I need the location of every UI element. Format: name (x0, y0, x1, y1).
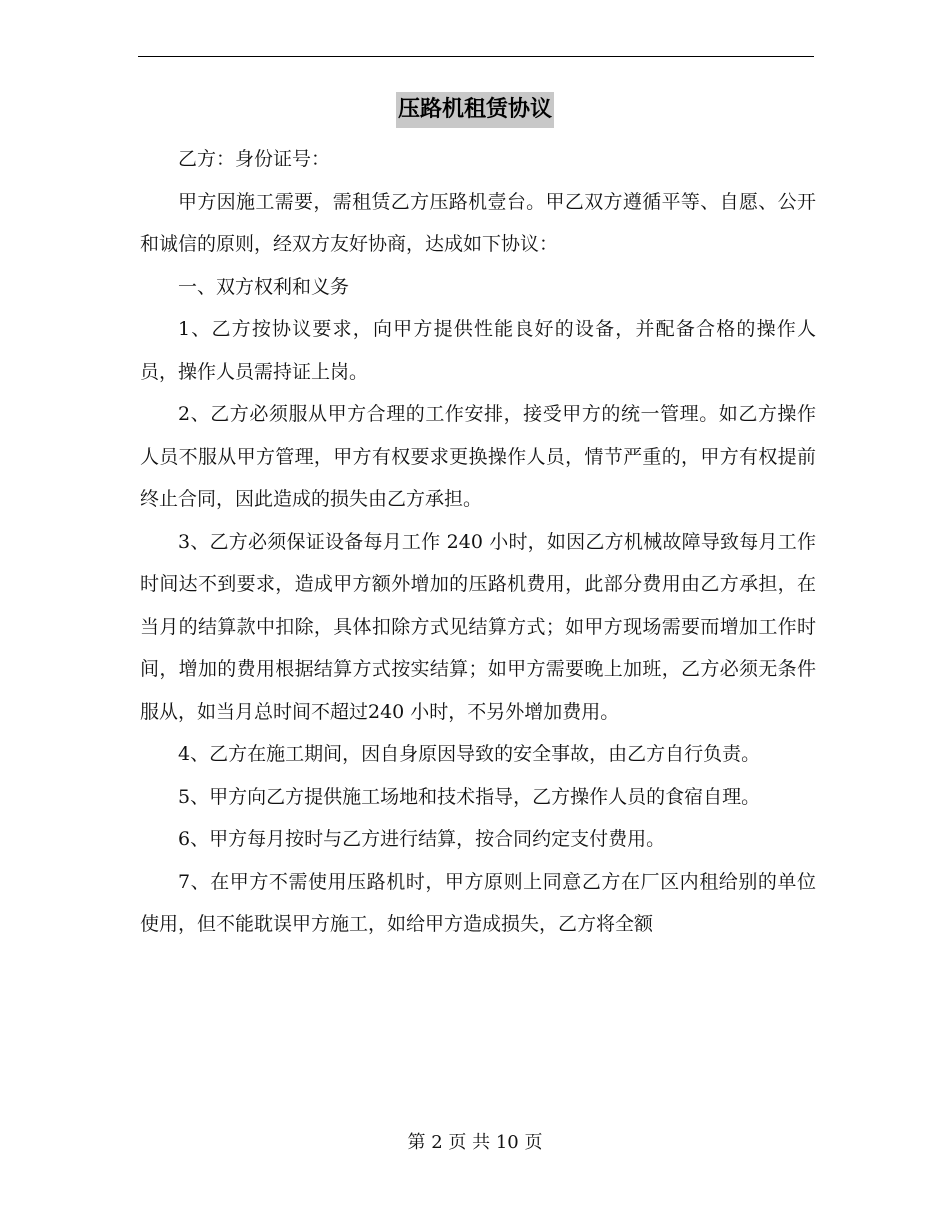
clause-4: 4、乙方在施工期间，因自身原因导致的安全事故，由乙方自行负责。 (178, 743, 761, 765)
clause-1: 1、乙方按协议要求，向甲方提供性能良好的设备，并配备合格的操作人员，操作人员需持证上岗。 (140, 318, 816, 383)
clause-5: 5、甲方向乙方提供施工场地和技术指导，乙方操作人员的食宿自理。 (178, 785, 761, 808)
clause-3: 3、乙方必须保证设备每月工作 240 小时，如因乙方机械故障导致每月工作时间达不到要求，造成甲方额外增加的压路机费用，此部分费用由乙方承担，在当月的结算款中扣除，具体扣除方式见结算方式；如甲方现场需要而增加工作时间，增加的费用根据结算方式按实结算；如甲方需要晚上加班，乙方必须无条件服从，如当月总时间不超过240 小时，不另外增加费用。 (140, 530, 816, 723)
section-heading-rights-obligations: 一、双方权利和义务 (178, 275, 350, 298)
document-title: 压路机租赁协议 (396, 92, 554, 128)
header-rule (138, 56, 814, 57)
document-body (140, 138, 816, 946)
title-container (0, 92, 950, 128)
clause-2: 2、乙方必须服从甲方合理的工作安排，接受甲方的统一管理。如乙方操作人员不服从甲方管理，甲方有权要求更换操作人员，情节严重的，甲方有权提前终止合同，因此造成的损失由乙方承担。 (140, 403, 816, 510)
clause-6: 6、甲方每月按时与乙方进行结算，按合同约定支付费用。 (178, 828, 666, 850)
clause-7: 7、在甲方不需使用压路机时，甲方原则上同意乙方在厂区内租给别的单位使用，但不能耽误甲方施工，如给甲方造成损失，乙方将全额 (140, 870, 816, 935)
preamble-paragraph: 甲方因施工需要，需租赁乙方压路机壹台。甲乙双方遵循平等、自愿、公开和诚信的原则，经双方友好协商，达成如下协议： (140, 190, 816, 255)
page-number-footer: 第 2 页 共 10 页 (407, 1132, 543, 1153)
party-b-id-line: 乙方：身份证号： (178, 148, 331, 170)
